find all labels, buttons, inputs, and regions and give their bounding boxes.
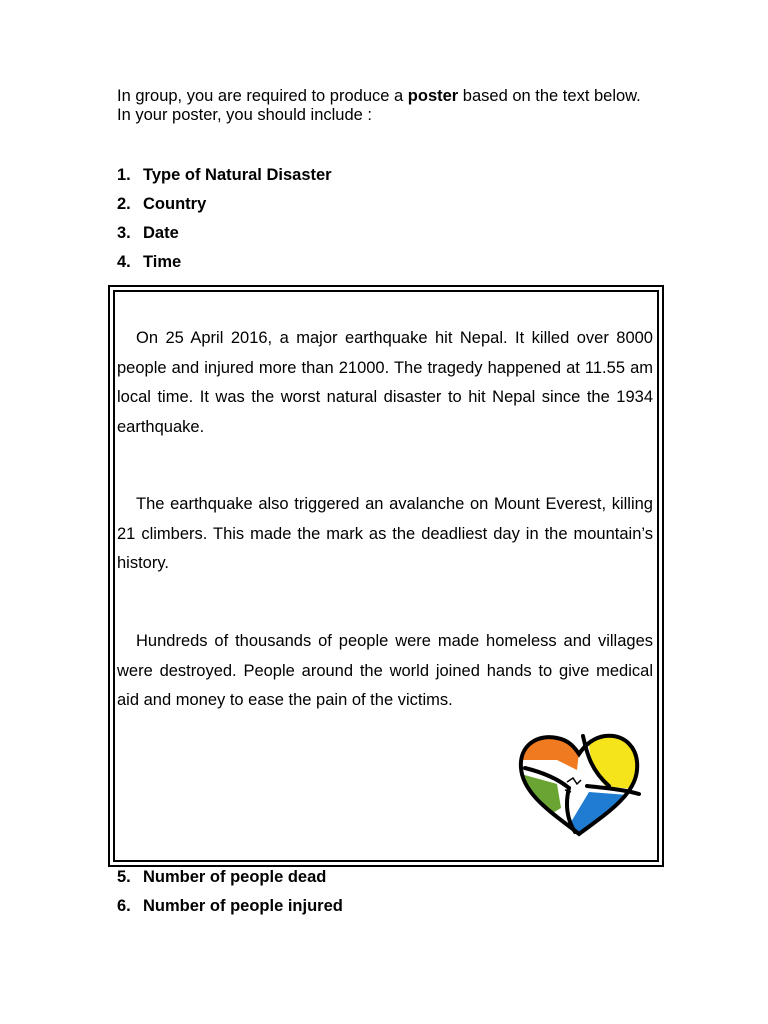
list-text: Country	[143, 195, 207, 213]
passage-paragraph-3: Hundreds of thousands of people were made homeless and villages were destroyed. People around the world joined hands to give medical aid and money to ease the pain of the victims.	[117, 632, 653, 709]
list-number: 6.	[117, 897, 131, 915]
list-item	[117, 897, 343, 926]
list-number: 5.	[117, 868, 131, 886]
intro-before: In group, you are required to produce a	[117, 87, 408, 105]
list-text: Date	[143, 224, 179, 242]
passage-paragraph-2: The earthquake also triggered an avalanche on Mount Everest, killing 21 climbers. This made the mark as the deadliest day in the mountain’s history.	[117, 495, 653, 572]
list-item	[117, 224, 332, 253]
list-number: 1.	[117, 166, 131, 184]
list-number: 4.	[117, 253, 131, 271]
instructions-text	[117, 87, 647, 125]
list-text: Number of people injured	[143, 897, 343, 915]
list-number: 3.	[117, 224, 131, 242]
heart-icon	[517, 730, 641, 838]
list-item	[117, 195, 332, 224]
heart-segment-orange	[521, 734, 581, 770]
passage-paragraph-1: On 25 April 2016, a major earthquake hit Nepal. It killed over 8000 people and injured more than 21000. The tragedy happened at 11.55 am local time. It was the worst natural disaster to hit Nepal since the 1934 earthquake.	[117, 329, 653, 436]
intro-bold-word: poster	[407, 87, 459, 105]
requirements-list-bottom	[117, 868, 343, 926]
list-item	[117, 253, 332, 282]
list-text: Time	[143, 253, 182, 271]
list-text: Number of people dead	[143, 868, 327, 886]
list-item	[117, 868, 343, 897]
list-item	[117, 166, 332, 195]
list-text: Type of Natural Disaster	[143, 166, 332, 184]
list-number: 2.	[117, 195, 131, 213]
requirements-list-top	[117, 166, 332, 282]
intro-after: based on the text below. In your poster, you should include :	[117, 87, 641, 124]
